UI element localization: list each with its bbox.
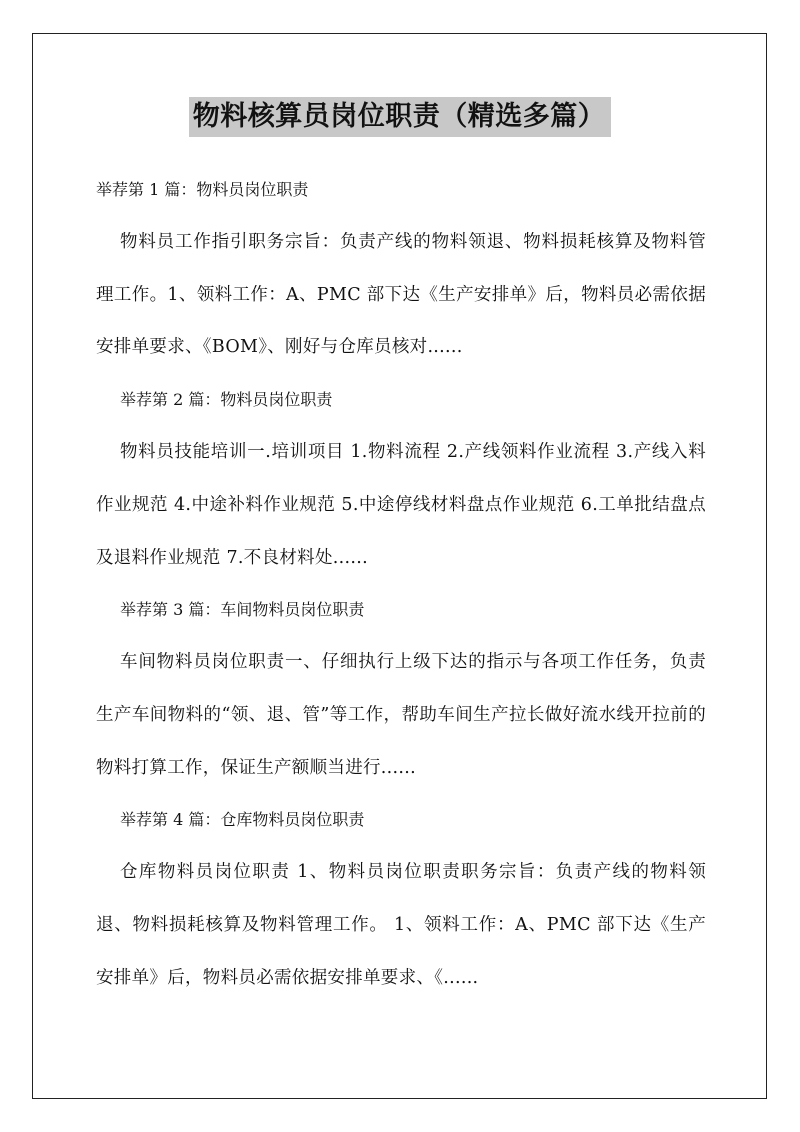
title-container xyxy=(0,97,800,137)
section-body-3: 车间物料员岗位职责一、仔细执行上级下达的指示与各项工作任务，负责生产车间物料的“领、退、管”等工作，帮助车间生产拉长做好流水线开拉前的物料打算工作，保证生产额顺当进行...... xyxy=(96,652,706,778)
section-body-2: 物料员技能培训一.培训项目 1.物料流程 2.产线领料作业流程 3.产线入料作业规范 4.中途补料作业规范 5.中途停线材料盘点作业规范 6.工单批结盘点及退料作业规范 7.不良材料处...... xyxy=(96,442,706,568)
section-heading-3: 举荐第 3 篇：车间物料员岗位职责 xyxy=(120,600,365,620)
document-title: 物料核算员岗位职责（精选多篇） xyxy=(189,97,612,137)
document-content xyxy=(96,164,706,1004)
section-heading-1: 举荐第 1 篇：物料员岗位职责 xyxy=(96,180,309,199)
section-body-4: 仓库物料员岗位职责 1、物料员岗位职责职务宗旨：负责产线的物料领退、物料损耗核算及物料管理工作。 1、领料工作：A、PMC 部下达《生产安排单》后，物料员必需依据安排单要求、《...... xyxy=(96,862,706,988)
section-heading-2: 举荐第 2 篇：物料员岗位职责 xyxy=(120,390,333,410)
section-heading-4: 举荐第 4 篇：仓库物料员岗位职责 xyxy=(120,810,365,830)
section-body-1: 物料员工作指引职务宗旨：负责产线的物料领退、物料损耗核算及物料管理工作。1、领料工作：A、PMC 部下达《生产安排单》后，物料员必需依据安排单要求、《BOM》、刚好与仓库员核对...... xyxy=(96,232,706,358)
